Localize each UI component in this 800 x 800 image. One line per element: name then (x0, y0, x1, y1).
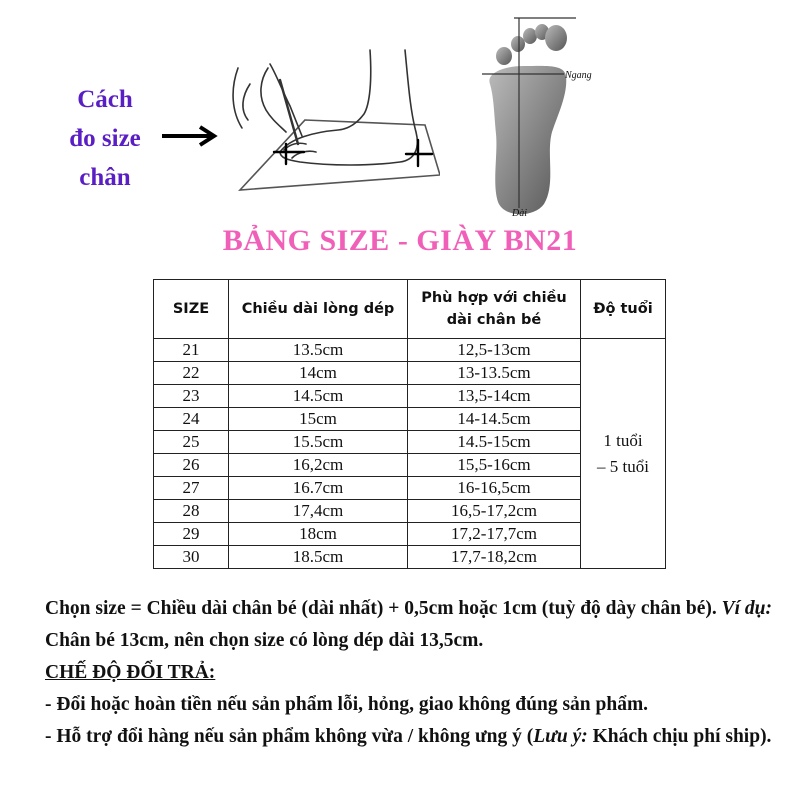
cell-size: 30 (154, 546, 229, 569)
cell-size: 22 (154, 362, 229, 385)
header-size: SIZE (154, 280, 229, 339)
cell-sole: 18.5cm (229, 546, 408, 569)
policy-2-text: - Hỗ trợ đổi hàng nếu sản phẩm không vừa / không ưng ý ( (45, 726, 534, 747)
choose-size-text: Chọn size = Chiều dài chân bé (dài nhất) + 0,5cm hoặc 1cm (tuỳ độ dày chân bé). (45, 598, 717, 619)
return-policy-item-2 (45, 721, 775, 753)
header-age: Độ tuổi (581, 280, 666, 339)
example-text: Chân bé 13cm, nên chọn size có lòng dép dài 13,5cm. (45, 630, 484, 651)
example-label: Ví dụ: (721, 598, 772, 619)
size-table (153, 279, 666, 569)
cell-age-range (581, 339, 666, 569)
age-line1: 1 tuổi (603, 430, 643, 450)
cell-sole: 16.7cm (229, 477, 408, 500)
cell-sole: 14cm (229, 362, 408, 385)
measure-label-line3: chân (79, 164, 131, 191)
cell-sole: 16,2cm (229, 454, 408, 477)
header-fit-line2: dài chân bé (446, 312, 542, 328)
foot-measuring-illustration (220, 40, 440, 200)
cell-size: 27 (154, 477, 229, 500)
header-fit-length (408, 280, 581, 339)
cell-size: 26 (154, 454, 229, 477)
size-selection-note (45, 593, 775, 657)
footprint-icon (472, 14, 612, 224)
policy-2-tail: Khách chịu phí ship). (592, 726, 772, 747)
cell-fit: 14.5-15cm (408, 431, 581, 454)
size-notes (45, 593, 775, 753)
cell-sole: 15cm (229, 408, 408, 431)
table-row (154, 339, 666, 362)
cell-size: 28 (154, 500, 229, 523)
cell-size: 23 (154, 385, 229, 408)
measure-label-line1: Cách (77, 86, 133, 113)
cell-size: 29 (154, 523, 229, 546)
return-policy-heading: CHẾ ĐỘ ĐỔI TRẢ: (45, 662, 216, 683)
cell-size: 25 (154, 431, 229, 454)
cell-size: 21 (154, 339, 229, 362)
cell-fit: 13,5-14cm (408, 385, 581, 408)
note-label: Lưu ý: (533, 726, 588, 747)
cell-sole: 18cm (229, 523, 408, 546)
cell-fit: 12,5-13cm (408, 339, 581, 362)
cell-sole: 17,4cm (229, 500, 408, 523)
return-policy-item-1: - Đổi hoặc hoàn tiền nếu sản phẩm lỗi, hỏng, giao không đúng sản phẩm. (45, 694, 649, 715)
width-label: Ngang (565, 70, 592, 81)
cell-sole: 15.5cm (229, 431, 408, 454)
cell-fit: 16-16,5cm (408, 477, 581, 500)
footprint-diagram (472, 14, 612, 224)
cell-size: 24 (154, 408, 229, 431)
cell-fit: 17,2-17,7cm (408, 523, 581, 546)
length-label: Dài (512, 208, 527, 219)
cell-sole: 14.5cm (229, 385, 408, 408)
cell-sole: 13.5cm (229, 339, 408, 362)
size-chart-title: BẢNG SIZE - GIÀY BN21 (222, 224, 578, 257)
cell-fit: 16,5-17,2cm (408, 500, 581, 523)
age-line2: – 5 tuổi (597, 456, 649, 476)
table-header-row (154, 280, 666, 339)
cell-fit: 13-13.5cm (408, 362, 581, 385)
cell-fit: 14-14.5cm (408, 408, 581, 431)
measure-label-line2: đo size (69, 125, 141, 152)
measure-instruction-label (58, 80, 152, 197)
header-sole-length: Chiều dài lòng dép (229, 280, 408, 339)
right-arrow-icon (160, 124, 220, 148)
cell-fit: 17,7-18,2cm (408, 546, 581, 569)
cell-fit: 15,5-16cm (408, 454, 581, 477)
header-fit-line1: Phù hợp với chiều (421, 290, 567, 306)
